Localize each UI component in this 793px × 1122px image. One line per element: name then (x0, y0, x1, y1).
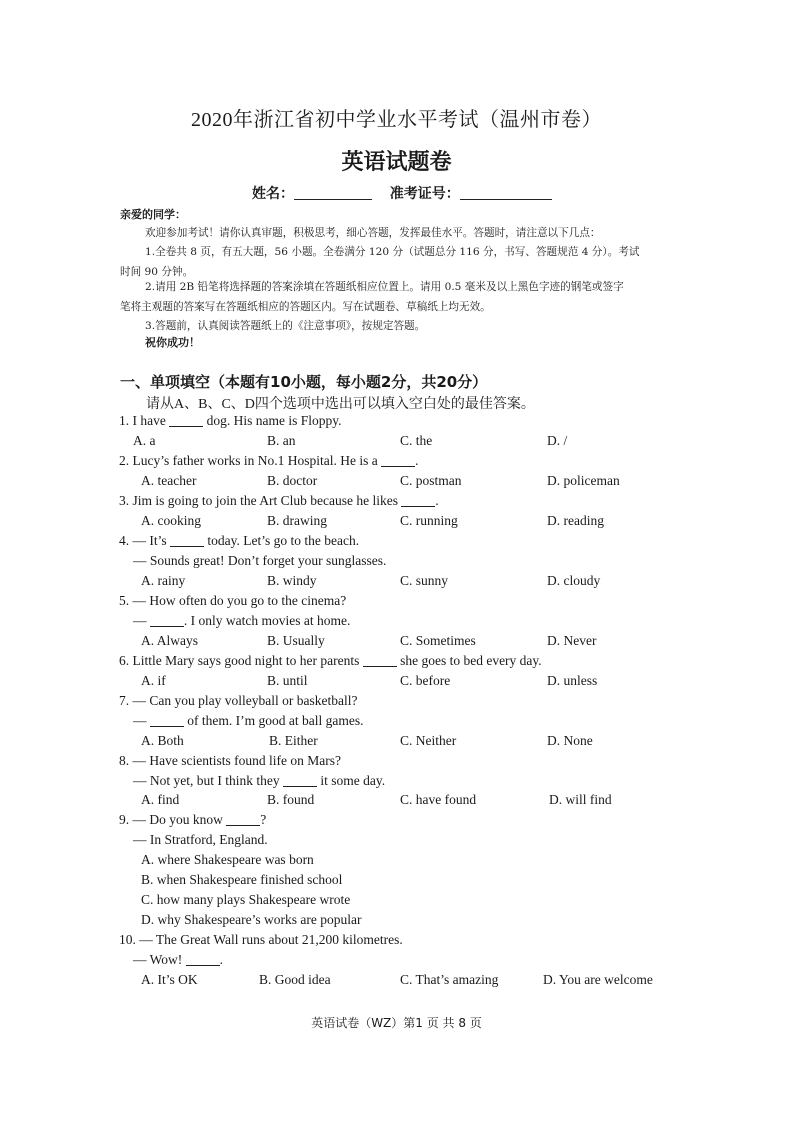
option-c: C. sunny (400, 573, 449, 588)
option-c: C. Sometimes (400, 633, 476, 648)
option-c: C. Neither (400, 733, 457, 748)
section-title: 一、单项填空（本题有10小题，每小题2分，共20分） (120, 373, 488, 391)
option-b: B. an (267, 433, 296, 448)
option-a: A. It’s OK (141, 972, 198, 987)
question-text: — Wow! (133, 952, 186, 967)
option-a: A. where Shakespeare was born (141, 852, 314, 867)
option-b: B. windy (267, 573, 317, 588)
question-text: of them. I’m good at ball games. (183, 713, 364, 728)
question-text: 3. Jim is going to join the Art Club because he likes (119, 493, 402, 508)
option-b: B. drawing (267, 513, 327, 528)
question-text: . (415, 453, 419, 468)
question-text: . I only watch movies at home. (183, 613, 351, 628)
option-d: D. You are welcome (543, 972, 653, 987)
answer-blank (381, 453, 415, 467)
question-stem: 5. — How often do you go to the cinema? (119, 593, 347, 608)
answer-blank (226, 812, 260, 826)
question-text: — (133, 613, 150, 628)
exam-title: 2020年浙江省初中学业水平考试（温州市卷） (191, 109, 602, 131)
question-stem (119, 413, 341, 429)
section-instruction: 请从A、B、C、D四个选项中选出可以填入空白处的最佳答案。 (146, 397, 535, 412)
option-b: B. Good idea (259, 972, 331, 987)
name-label: 姓名： (252, 186, 294, 202)
option-d: D. / (547, 433, 568, 448)
notes-item-3: 3.答题前，认真阅读答题纸上的《注意事项》，按规定答题。 (145, 320, 426, 332)
question-text: . (219, 952, 224, 967)
page-footer: 英语试卷（WZ）第1 页 共 8 页 (311, 1016, 482, 1030)
answer-blank (150, 613, 184, 627)
question-stem (119, 533, 359, 549)
option-b: B. Either (269, 733, 318, 748)
option-a: A. if (141, 673, 166, 688)
paper-subtitle: 英语试题卷 (341, 150, 452, 175)
option-b: B. found (267, 792, 315, 807)
option-d: D. cloudy (547, 573, 601, 588)
answer-blank (170, 533, 204, 547)
question-text: 4. — It’s (119, 533, 171, 548)
question-text: today. Let’s go to the beach. (204, 533, 360, 548)
option-c: C. running (400, 513, 458, 528)
question-stem: 7. — Can you play volleyball or basketball? (119, 693, 358, 708)
question-stem (119, 653, 542, 669)
option-c: C. That’s amazing (400, 972, 499, 987)
question-text: ? (260, 812, 267, 827)
option-c: C. the (400, 433, 433, 448)
option-c: C. before (400, 673, 451, 688)
option-b: B. Usually (267, 633, 325, 648)
answer-blank (169, 413, 203, 427)
question-text: 9. — Do you know (119, 812, 227, 827)
good-luck: 祝你成功！ (145, 336, 200, 349)
question-stem (119, 812, 266, 828)
question-text: 2. Lucy’s father works in No.1 Hospital. He is a (119, 453, 382, 468)
dialogue-reply (133, 773, 385, 789)
question-text: dog. His name is Floppy. (203, 413, 342, 428)
option-b: B. doctor (267, 473, 318, 488)
dialogue-reply (133, 613, 350, 629)
answer-blank (363, 653, 397, 667)
notes-item-2: 2.请用 2B 铅笔将选择题的答案涂填在答题纸相应位置上。请用 0.5 毫米及以上黑色字迹的钢笔或签字 (145, 281, 624, 293)
question-stem: 8. — Have scientists found life on Mars? (119, 753, 341, 768)
dialogue-reply (133, 713, 363, 729)
option-c: C. have found (400, 792, 477, 807)
question-text: . (435, 493, 439, 508)
option-d: D. Never (547, 633, 597, 648)
id-blank (460, 185, 552, 200)
question-text: it some day. (316, 773, 386, 788)
answer-blank (150, 713, 184, 727)
notes-intro: 欢迎参加考试！请你认真审题，积极思考，细心答题，发挥最佳水平。答题时，请注意以下几点： (145, 227, 601, 239)
option-d: D. reading (547, 513, 604, 528)
option-c: C. how many plays Shakespeare wrote (141, 892, 351, 907)
dialogue-reply (133, 952, 223, 968)
notes-item-1: 1.全卷共 8 页，有五大题，56 小题。全卷满分 120 分（试题总分 116 分，书写、答题规范 4 分）。考试 (145, 246, 640, 258)
answer-blank (186, 952, 220, 966)
option-a: A. teacher (141, 473, 197, 488)
option-c: C. postman (400, 473, 462, 488)
notes-item-2-cont: 笔将主观题的答案写在答题纸相应的答题区内。写在试题卷、草稿纸上均无效。 (120, 301, 491, 313)
question-text: 1. I have (119, 413, 170, 428)
option-d: D. will find (549, 792, 612, 807)
greeting: 亲爱的同学： (120, 208, 186, 221)
question-stem (119, 493, 439, 509)
option-d: D. why Shakespeare’s works are popular (141, 912, 362, 927)
name-blank (294, 185, 372, 200)
option-a: A. rainy (141, 573, 186, 588)
question-text: she goes to bed every day. (396, 653, 542, 668)
question-text: 6. Little Mary says good night to her parents (119, 653, 363, 668)
question-text: — Not yet, but I think they (133, 773, 283, 788)
answer-blank (401, 493, 435, 507)
question-text: — (133, 713, 150, 728)
question-stem: 10. — The Great Wall runs about 21,200 kilometres. (119, 932, 403, 947)
option-b: B. until (267, 673, 308, 688)
option-a: A. a (133, 433, 156, 448)
candidate-info (252, 183, 552, 203)
answer-blank (283, 773, 317, 787)
dialogue-reply: — Sounds great! Don’t forget your sunglasses. (133, 553, 387, 568)
option-d: D. policeman (547, 473, 620, 488)
notes-item-1-cont: 时间 90 分钟。 (120, 266, 194, 278)
dialogue-reply: — In Stratford, England. (133, 832, 268, 847)
option-d: D. None (547, 733, 593, 748)
option-a: A. Both (141, 733, 184, 748)
option-a: A. cooking (141, 513, 201, 528)
option-b: B. when Shakespeare finished school (141, 872, 343, 887)
question-stem (119, 453, 418, 469)
option-a: A. Always (141, 633, 198, 648)
option-a: A. find (141, 792, 180, 807)
id-label: 准考证号： (389, 186, 460, 202)
option-d: D. unless (547, 673, 598, 688)
